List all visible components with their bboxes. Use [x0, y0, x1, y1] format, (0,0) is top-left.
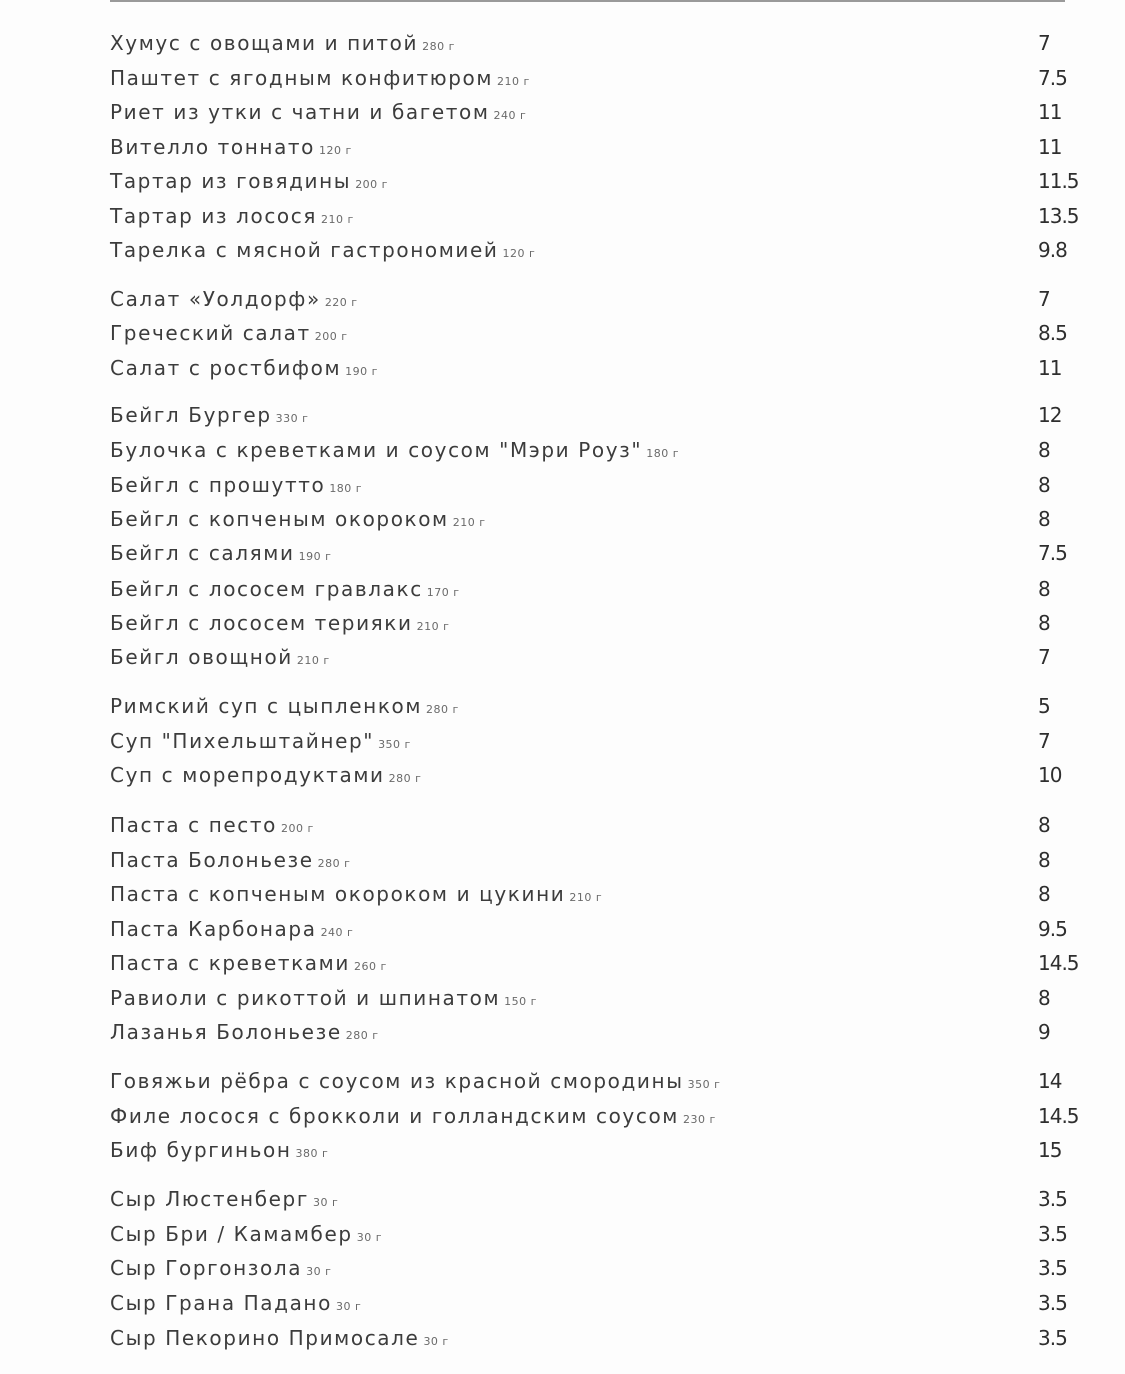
dish-name: Лазанья Болоньезе	[110, 1020, 342, 1044]
dish-name: Бейгл Бургер	[110, 403, 272, 427]
dish-weight: 200 г	[280, 822, 314, 835]
dish-weight: 180 г	[329, 482, 363, 495]
dish-weight: 280 г	[422, 40, 455, 53]
menu-item	[0, 235, 1125, 265]
dish-weight: 30 г	[312, 1196, 339, 1209]
dish	[110, 845, 350, 879]
menu-item	[0, 28, 1125, 58]
dish-price: 12	[1038, 403, 1062, 427]
dish-name: Бейгл с салями	[110, 541, 295, 565]
menu-item	[0, 726, 1125, 756]
dish	[110, 435, 679, 469]
dish-price: 11	[1038, 356, 1062, 380]
dish-name: Биф бургиньон	[110, 1138, 292, 1162]
dish	[110, 642, 330, 676]
dish-name: Тарелка с мясной гастрономией	[110, 238, 499, 262]
dish-weight: 200 г	[355, 178, 388, 191]
dish-name: Греческий салат	[110, 321, 311, 345]
dish-name: Равиоли с рикоттой и шпинатом	[110, 986, 501, 1010]
menu-item	[0, 608, 1125, 638]
dish-name: Салат с ростбифом	[110, 356, 342, 380]
dish-name: Вителло тоннато	[110, 135, 316, 159]
menu-item	[0, 574, 1125, 604]
dish-weight: 120 г	[502, 247, 536, 260]
dish	[110, 28, 455, 62]
dish	[110, 1323, 449, 1357]
dish-price: 8	[1038, 473, 1050, 497]
menu-item	[0, 760, 1125, 790]
dish-weight: 240 г	[493, 109, 527, 122]
dish-name: Булочка с креветками и соусом "Мэри Роуз"	[110, 438, 643, 462]
dish-name: Паста с песто	[110, 813, 277, 837]
dish-weight: 170 г	[426, 586, 460, 599]
dish	[110, 132, 352, 166]
dish-name: Сыр Горгонзола	[110, 1256, 303, 1280]
top-divider	[110, 0, 1065, 2]
dish	[110, 948, 387, 982]
dish-name: Сыр Грана Падано	[110, 1291, 332, 1315]
dish-name: Паста Болоньезе	[110, 848, 314, 872]
dish	[110, 284, 358, 318]
menu-item	[0, 642, 1125, 672]
dish	[110, 1066, 720, 1100]
menu-item	[0, 318, 1125, 348]
menu-item	[0, 845, 1125, 875]
menu-item	[0, 1219, 1125, 1249]
dish-price: 15	[1038, 1138, 1062, 1162]
dish	[110, 1017, 379, 1051]
menu-item	[0, 353, 1125, 383]
dish	[110, 726, 411, 760]
dish	[110, 608, 449, 642]
dish-weight: 350 г	[378, 738, 411, 751]
menu-item	[0, 1323, 1125, 1353]
dish-weight: 30 г	[423, 1335, 449, 1348]
menu-item	[0, 470, 1125, 500]
dish	[110, 1184, 338, 1218]
dish-weight: 180 г	[646, 447, 679, 460]
dish-weight: 30 г	[335, 1300, 362, 1313]
dish	[110, 235, 535, 269]
dish-weight: 190 г	[298, 550, 332, 563]
dish-price: 7	[1038, 287, 1050, 311]
dish-name: Хумус с овощами и питой	[110, 31, 419, 55]
dish-price: 8	[1038, 577, 1050, 601]
dish-weight: 210 г	[296, 654, 330, 667]
dish-name: Суп "Пихельштайнер"	[110, 729, 375, 753]
dish-price: 7	[1038, 729, 1050, 753]
menu-item	[0, 879, 1125, 909]
dish-name: Бейгл с лососем гравлакс	[110, 577, 423, 601]
menu-item	[0, 1184, 1125, 1214]
dish	[110, 810, 314, 844]
dish	[110, 879, 602, 913]
dish	[110, 1135, 328, 1169]
dish-price: 8	[1038, 507, 1050, 531]
dish-price: 7.5	[1038, 541, 1067, 565]
dish-price: 8	[1038, 848, 1050, 872]
dish-price: 14	[1038, 1069, 1062, 1093]
menu-item	[0, 1288, 1125, 1318]
dish	[110, 691, 459, 725]
dish-weight: 280 г	[345, 1029, 379, 1042]
dish-name: Бейгл овощной	[110, 645, 293, 669]
dish-name: Паштет с ягодным конфитюром	[110, 66, 494, 90]
menu-item	[0, 1066, 1125, 1096]
dish	[110, 983, 537, 1017]
dish-weight: 210 г	[452, 516, 486, 529]
menu-item	[0, 435, 1125, 465]
menu-item	[0, 400, 1125, 430]
dish-price: 7	[1038, 645, 1050, 669]
dish-price: 8	[1038, 438, 1050, 462]
dish	[110, 1101, 716, 1135]
dish-name: Римский суп с цыпленком	[110, 694, 423, 718]
menu-item	[0, 284, 1125, 314]
dish	[110, 201, 354, 235]
dish	[110, 538, 331, 572]
dish-price: 7	[1038, 31, 1050, 55]
dish-weight: 380 г	[295, 1147, 329, 1160]
dish	[110, 1219, 382, 1253]
dish	[110, 914, 353, 948]
dish-price: 13.5	[1038, 204, 1079, 228]
dish-price: 3.5	[1038, 1326, 1067, 1350]
dish	[110, 504, 486, 538]
dish-name: Сыр Пекорино Примосале	[110, 1326, 420, 1350]
dish	[110, 470, 362, 504]
dish	[110, 318, 347, 352]
dish-weight: 220 г	[324, 296, 358, 309]
dish-price: 11	[1038, 100, 1062, 124]
dish-price: 8	[1038, 813, 1050, 837]
dish-name: Сыр Люстенберг	[110, 1187, 309, 1211]
dish-name: Бейгл с лососем терияки	[110, 611, 413, 635]
dish-price: 3.5	[1038, 1291, 1067, 1315]
dish-price: 10	[1038, 763, 1062, 787]
dish-weight: 30 г	[306, 1265, 332, 1278]
dish-price: 9.5	[1038, 917, 1067, 941]
dish	[110, 574, 460, 608]
menu-item	[0, 691, 1125, 721]
menu-item	[0, 201, 1125, 231]
dish-name: Паста с копченым окороком и цукини	[110, 882, 566, 906]
menu-item	[0, 166, 1125, 196]
dish	[110, 1253, 331, 1287]
dish-price: 9.8	[1038, 238, 1067, 262]
dish	[110, 166, 388, 200]
dish-price: 11.5	[1038, 169, 1079, 193]
dish-price: 14.5	[1038, 951, 1079, 975]
dish	[110, 353, 378, 387]
dish-weight: 280 г	[388, 772, 422, 785]
menu-item	[0, 132, 1125, 162]
menu-item	[0, 1135, 1125, 1165]
dish-name: Говяжьи рёбра с соусом из красной смородины	[110, 1069, 684, 1093]
dish-name: Паста с креветками	[110, 951, 350, 975]
dish-price: 8	[1038, 882, 1050, 906]
dish-weight: 150 г	[504, 995, 537, 1008]
dish-weight: 280 г	[317, 857, 351, 870]
dish-weight: 330 г	[275, 412, 309, 425]
dish-price: 8	[1038, 611, 1050, 635]
dish	[110, 400, 308, 434]
dish-weight: 210 г	[416, 620, 450, 633]
menu-item	[0, 1017, 1125, 1047]
dish-name: Тартар из лосося	[110, 204, 317, 228]
dish-price: 8.5	[1038, 321, 1067, 345]
dish-price: 3.5	[1038, 1256, 1067, 1280]
dish-weight: 30 г	[356, 1231, 382, 1244]
menu-item	[0, 97, 1125, 127]
dish-name: Бейгл с копченым окороком	[110, 507, 449, 531]
dish-weight: 210 г	[569, 891, 603, 904]
menu-item	[0, 538, 1125, 568]
menu-item	[0, 1101, 1125, 1131]
dish-name: Тартар из говядины	[110, 169, 352, 193]
dish-weight: 230 г	[683, 1113, 716, 1126]
dish-weight: 120 г	[319, 144, 352, 157]
dish-weight: 210 г	[321, 213, 354, 226]
dish-price: 3.5	[1038, 1187, 1067, 1211]
menu-item	[0, 810, 1125, 840]
menu-item	[0, 1253, 1125, 1283]
dish-name: Паста Карбонара	[110, 917, 317, 941]
dish-name: Сыр Бри / Камамбер	[110, 1222, 353, 1246]
menu-item	[0, 504, 1125, 534]
menu-item	[0, 63, 1125, 93]
menu-item	[0, 983, 1125, 1013]
dish	[110, 1288, 361, 1322]
dish-price: 14.5	[1038, 1104, 1079, 1128]
dish-name: Филе лосося с брокколи и голландским соусом	[110, 1104, 679, 1128]
dish-price: 8	[1038, 986, 1050, 1010]
dish-weight: 280 г	[426, 703, 459, 716]
dish-name: Риет из утки с чатни и багетом	[110, 100, 490, 124]
dish-name: Салат «Уолдорф»	[110, 287, 321, 311]
dish-price: 9	[1038, 1020, 1050, 1044]
dish-weight: 350 г	[687, 1078, 721, 1091]
dish-weight: 210 г	[497, 75, 530, 88]
dish-weight: 190 г	[345, 365, 378, 378]
dish	[110, 63, 530, 97]
dish-price: 11	[1038, 135, 1062, 159]
menu-item	[0, 948, 1125, 978]
dish-name: Суп с морепродуктами	[110, 763, 385, 787]
dish	[110, 760, 421, 794]
dish-weight: 200 г	[314, 330, 348, 343]
dish-weight: 240 г	[320, 926, 354, 939]
dish-price: 7.5	[1038, 66, 1067, 90]
menu-item	[0, 914, 1125, 944]
dish-price: 3.5	[1038, 1222, 1067, 1246]
dish-price: 5	[1038, 694, 1050, 718]
dish-weight: 260 г	[353, 960, 387, 973]
dish	[110, 97, 526, 131]
dish-name: Бейгл с прошутто	[110, 473, 326, 497]
